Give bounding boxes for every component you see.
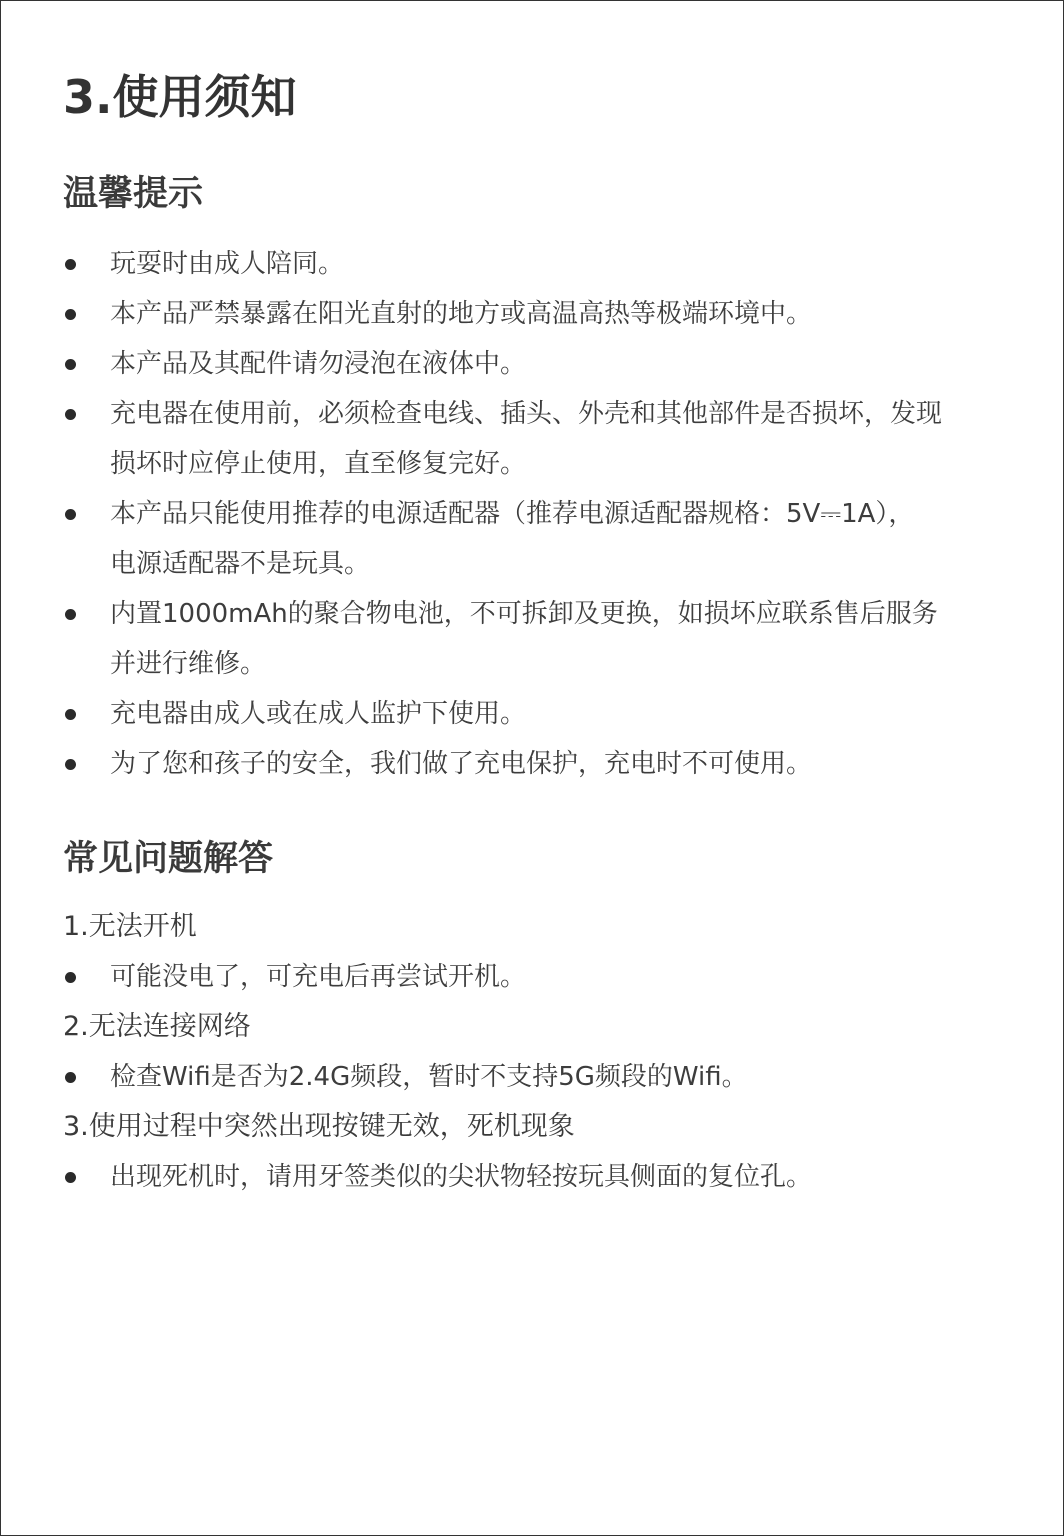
tip-text: 玩耍时由成人陪同。 xyxy=(110,249,345,279)
faq-answer xyxy=(110,952,1010,1002)
faq-question: 1.无法开机 xyxy=(63,911,197,942)
bullet-dot-icon xyxy=(65,409,76,420)
bullet-dot-icon xyxy=(65,609,76,620)
tip-text: 为了您和孩子的安全，我们做了充电保护，充电时不可使用。 xyxy=(110,749,813,779)
faq-answer-text: 出现死机时，请用牙签类似的尖状物轻按玩具侧面的复位孔。 xyxy=(110,1162,813,1192)
faq-answer-text: 可能没电了，可充电后再尝试开机。 xyxy=(110,962,527,992)
tip-item xyxy=(110,739,1010,789)
tip-text-continued: 电源适配器不是玩具。 xyxy=(110,549,371,579)
bullet-dot-icon xyxy=(65,759,76,770)
tip-text-continued: 并进行维修。 xyxy=(110,649,267,679)
tip-text: 本产品只能使用推荐的电源适配器（推荐电源适配器规格：5V⎓1A）， xyxy=(110,499,915,529)
faq-answer xyxy=(110,1152,1010,1202)
bullet-dot-icon xyxy=(65,1172,76,1183)
bullet-dot-icon xyxy=(65,309,76,320)
bullet-dot-icon xyxy=(65,359,76,370)
bullet-dot-icon xyxy=(65,709,76,720)
tip-text: 内置1000mAh的聚合物电池，不可拆卸及更换，如损坏应联系售后服务 xyxy=(110,599,938,629)
faq-question: 2.无法连接网络 xyxy=(63,1011,251,1042)
bullet-dot-icon xyxy=(65,259,76,270)
bullet-dot-icon xyxy=(65,1072,76,1083)
tip-item xyxy=(110,589,1010,689)
tip-text-continued: 损坏时应停止使用，直至修复完好。 xyxy=(110,449,527,479)
tip-item xyxy=(110,239,1010,289)
tip-item xyxy=(110,289,1010,339)
faq-heading: 常见问题解答 xyxy=(63,839,274,879)
tip-text: 本产品及其配件请勿浸泡在液体中。 xyxy=(110,349,527,379)
tip-item xyxy=(110,489,1010,589)
tip-text: 充电器由成人或在成人监护下使用。 xyxy=(110,699,527,729)
tip-text: 充电器在使用前，必须检查电线、插头、外壳和其他部件是否损坏，发现 xyxy=(110,399,943,429)
faq-answer xyxy=(110,1052,1010,1102)
page-title: 3.使用须知 xyxy=(63,70,297,124)
tip-item xyxy=(110,389,1010,489)
bullet-dot-icon xyxy=(65,509,76,520)
tip-text: 本产品严禁暴露在阳光直射的地方或高温高热等极端环境中。 xyxy=(110,299,813,329)
tips-heading: 温馨提示 xyxy=(63,174,204,214)
faq-question: 3.使用过程中突然出现按键无效，死机现象 xyxy=(63,1111,575,1142)
bullet-dot-icon xyxy=(65,972,76,983)
tip-item xyxy=(110,339,1010,389)
tip-item xyxy=(110,689,1010,739)
faq-answer-text: 检查Wifi是否为2.4G频段，暂时不支持5G频段的Wifi。 xyxy=(110,1062,748,1092)
